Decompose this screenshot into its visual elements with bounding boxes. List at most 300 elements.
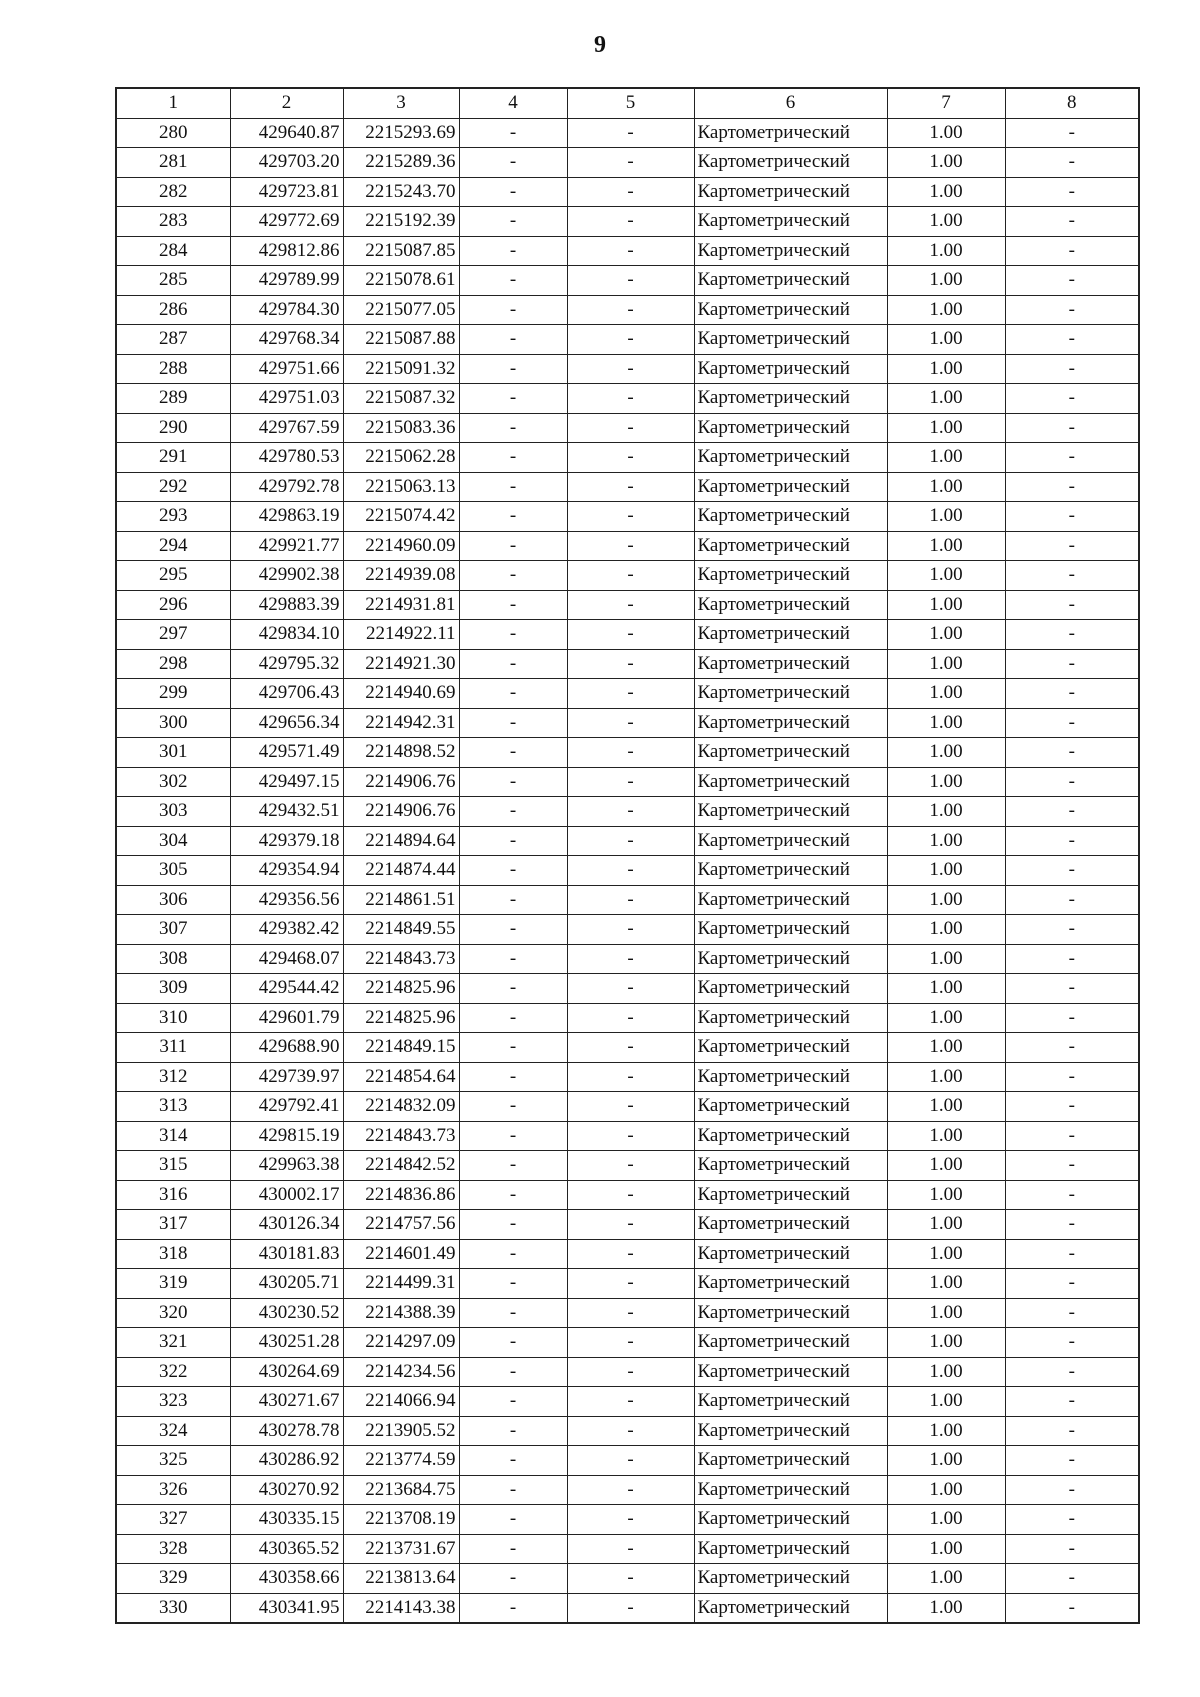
cell-col-4: - [459,915,567,945]
cell-col-5: - [567,295,694,325]
cell-coord-y: 2215087.32 [343,384,459,414]
cell-precision: 1.00 [887,1180,1005,1210]
cell-col-5: - [567,826,694,856]
cell-precision: 1.00 [887,1003,1005,1033]
cell-col-8: - [1005,974,1139,1004]
cell-coord-x: 429706.43 [230,679,343,709]
cell-coord-y: 2214849.55 [343,915,459,945]
cell-col-4: - [459,177,567,207]
cell-point-number: 295 [116,561,230,591]
cell-point-number: 291 [116,443,230,473]
cell-method: Картометрический [694,915,887,945]
cell-precision: 1.00 [887,207,1005,237]
cell-coord-x: 429354.94 [230,856,343,886]
cell-coord-y: 2214388.39 [343,1298,459,1328]
cell-point-number: 292 [116,472,230,502]
cell-col-4: - [459,974,567,1004]
cell-col-5: - [567,679,694,709]
cell-precision: 1.00 [887,148,1005,178]
cell-coord-x: 429601.79 [230,1003,343,1033]
cell-point-number: 281 [116,148,230,178]
cell-col-4: - [459,1151,567,1181]
cell-col-8: - [1005,708,1139,738]
table-row [116,1534,1139,1564]
cell-coord-y: 2214143.38 [343,1593,459,1623]
cell-coord-x: 429792.41 [230,1092,343,1122]
cell-point-number: 296 [116,590,230,620]
cell-precision: 1.00 [887,738,1005,768]
cell-coord-x: 429812.86 [230,236,343,266]
cell-col-4: - [459,1328,567,1358]
cell-col-8: - [1005,236,1139,266]
cell-col-4: - [459,944,567,974]
cell-method: Картометрический [694,1092,887,1122]
cell-coord-y: 2214499.31 [343,1269,459,1299]
cell-precision: 1.00 [887,236,1005,266]
cell-coord-x: 429795.32 [230,649,343,679]
cell-point-number: 302 [116,767,230,797]
cell-method: Картометрический [694,1210,887,1240]
cell-col-8: - [1005,413,1139,443]
cell-col-8: - [1005,826,1139,856]
table-row [116,797,1139,827]
cell-precision: 1.00 [887,649,1005,679]
cell-col-4: - [459,1121,567,1151]
cell-col-4: - [459,118,567,148]
cell-point-number: 323 [116,1387,230,1417]
table-row [116,295,1139,325]
cell-col-5: - [567,1033,694,1063]
cell-col-8: - [1005,620,1139,650]
cell-col-8: - [1005,472,1139,502]
cell-col-4: - [459,354,567,384]
cell-coord-x: 430205.71 [230,1269,343,1299]
cell-precision: 1.00 [887,1062,1005,1092]
cell-coord-x: 429571.49 [230,738,343,768]
cell-coord-y: 2214939.08 [343,561,459,591]
cell-coord-x: 429382.42 [230,915,343,945]
cell-coord-y: 2213708.19 [343,1505,459,1535]
cell-col-8: - [1005,1446,1139,1476]
cell-coord-x: 429772.69 [230,207,343,237]
cell-coord-y: 2215077.05 [343,295,459,325]
cell-coord-y: 2214832.09 [343,1092,459,1122]
cell-col-5: - [567,1180,694,1210]
cell-col-8: - [1005,1593,1139,1623]
cell-coord-x: 429703.20 [230,148,343,178]
cell-col-5: - [567,797,694,827]
cell-method: Картометрический [694,1446,887,1476]
cell-precision: 1.00 [887,1328,1005,1358]
cell-coord-y: 2213774.59 [343,1446,459,1476]
table-row [116,1180,1139,1210]
cell-method: Картометрический [694,148,887,178]
cell-col-4: - [459,797,567,827]
cell-point-number: 317 [116,1210,230,1240]
cell-col-4: - [459,325,567,355]
cell-point-number: 304 [116,826,230,856]
cell-col-5: - [567,1239,694,1269]
cell-method: Картометрический [694,354,887,384]
cell-col-8: - [1005,1534,1139,1564]
cell-method: Картометрический [694,738,887,768]
cell-precision: 1.00 [887,1534,1005,1564]
cell-col-5: - [567,1003,694,1033]
cell-col-8: - [1005,118,1139,148]
cell-col-5: - [567,472,694,502]
cell-precision: 1.00 [887,797,1005,827]
cell-coord-y: 2214931.81 [343,590,459,620]
cell-coord-y: 2213813.64 [343,1564,459,1594]
cell-coord-x: 429792.78 [230,472,343,502]
cell-precision: 1.00 [887,1033,1005,1063]
table-row [116,1033,1139,1063]
cell-precision: 1.00 [887,708,1005,738]
cell-precision: 1.00 [887,1446,1005,1476]
cell-precision: 1.00 [887,531,1005,561]
cell-method: Картометрический [694,708,887,738]
cell-precision: 1.00 [887,1593,1005,1623]
cell-col-8: - [1005,443,1139,473]
cell-coord-x: 429834.10 [230,620,343,650]
cell-col-5: - [567,974,694,1004]
cell-col-5: - [567,915,694,945]
cell-col-4: - [459,708,567,738]
cell-coord-y: 2214842.52 [343,1151,459,1181]
cell-coord-x: 429883.39 [230,590,343,620]
cell-point-number: 280 [116,118,230,148]
cell-point-number: 307 [116,915,230,945]
cell-point-number: 319 [116,1269,230,1299]
cell-method: Картометрический [694,531,887,561]
cell-col-4: - [459,1446,567,1476]
cell-col-8: - [1005,1416,1139,1446]
cell-coord-y: 2215289.36 [343,148,459,178]
cell-point-number: 298 [116,649,230,679]
cell-coord-x: 429379.18 [230,826,343,856]
cell-precision: 1.00 [887,1298,1005,1328]
cell-precision: 1.00 [887,1151,1005,1181]
cell-col-5: - [567,443,694,473]
cell-col-4: - [459,826,567,856]
cell-col-4: - [459,679,567,709]
cell-precision: 1.00 [887,1416,1005,1446]
cell-col-8: - [1005,1062,1139,1092]
cell-point-number: 299 [116,679,230,709]
cell-point-number: 320 [116,1298,230,1328]
cell-coord-x: 429432.51 [230,797,343,827]
cell-col-5: - [567,1564,694,1594]
cell-col-5: - [567,1269,694,1299]
cell-precision: 1.00 [887,384,1005,414]
table-row [116,649,1139,679]
cell-coord-y: 2213731.67 [343,1534,459,1564]
cell-col-5: - [567,236,694,266]
cell-precision: 1.00 [887,1387,1005,1417]
cell-coord-y: 2214940.69 [343,679,459,709]
cell-coord-y: 2215087.88 [343,325,459,355]
cell-col-4: - [459,472,567,502]
table-row [116,885,1139,915]
cell-col-8: - [1005,1298,1139,1328]
cell-precision: 1.00 [887,443,1005,473]
cell-method: Картометрический [694,1328,887,1358]
cell-col-5: - [567,1387,694,1417]
cell-method: Картометрический [694,1121,887,1151]
column-header-8: 8 [1005,88,1139,118]
cell-col-5: - [567,384,694,414]
cell-point-number: 293 [116,502,230,532]
cell-col-5: - [567,767,694,797]
cell-col-5: - [567,531,694,561]
cell-point-number: 313 [116,1092,230,1122]
cell-method: Картометрический [694,561,887,591]
cell-col-4: - [459,1003,567,1033]
cell-coord-y: 2214942.31 [343,708,459,738]
cell-coord-x: 430335.15 [230,1505,343,1535]
cell-coord-x: 429751.03 [230,384,343,414]
cell-coord-x: 430251.28 [230,1328,343,1358]
cell-precision: 1.00 [887,118,1005,148]
cell-precision: 1.00 [887,856,1005,886]
cell-coord-x: 430358.66 [230,1564,343,1594]
cell-point-number: 286 [116,295,230,325]
cell-coord-y: 2215087.85 [343,236,459,266]
cell-col-5: - [567,502,694,532]
cell-method: Картометрический [694,1033,887,1063]
cell-point-number: 324 [116,1416,230,1446]
table-row [116,502,1139,532]
cell-point-number: 287 [116,325,230,355]
cell-point-number: 330 [116,1593,230,1623]
cell-col-8: - [1005,649,1139,679]
cell-col-4: - [459,590,567,620]
cell-col-4: - [459,413,567,443]
cell-point-number: 329 [116,1564,230,1594]
column-header-7: 7 [887,88,1005,118]
cell-col-8: - [1005,915,1139,945]
cell-col-4: - [459,1239,567,1269]
cell-point-number: 315 [116,1151,230,1181]
cell-coord-y: 2214894.64 [343,826,459,856]
cell-coord-x: 429784.30 [230,295,343,325]
cell-col-8: - [1005,1328,1139,1358]
cell-point-number: 316 [116,1180,230,1210]
cell-col-5: - [567,207,694,237]
cell-precision: 1.00 [887,472,1005,502]
cell-col-8: - [1005,1003,1139,1033]
cell-precision: 1.00 [887,679,1005,709]
cell-coord-x: 430286.92 [230,1446,343,1476]
cell-coord-x: 430264.69 [230,1357,343,1387]
cell-precision: 1.00 [887,266,1005,296]
cell-coord-x: 429656.34 [230,708,343,738]
cell-coord-y: 2215083.36 [343,413,459,443]
cell-point-number: 310 [116,1003,230,1033]
table-row [116,1475,1139,1505]
cell-col-8: - [1005,266,1139,296]
cell-col-8: - [1005,1269,1139,1299]
table-row [116,1003,1139,1033]
table-row [116,738,1139,768]
cell-col-5: - [567,1062,694,1092]
cell-col-4: - [459,738,567,768]
cell-col-5: - [567,620,694,650]
table-row [116,708,1139,738]
cell-method: Картометрический [694,1534,887,1564]
table-row [116,856,1139,886]
cell-coord-x: 429863.19 [230,502,343,532]
page-number: 9 [594,32,606,58]
cell-col-8: - [1005,797,1139,827]
cell-point-number: 282 [116,177,230,207]
cell-method: Картометрический [694,207,887,237]
cell-col-8: - [1005,1357,1139,1387]
cell-precision: 1.00 [887,1505,1005,1535]
cell-col-4: - [459,236,567,266]
cell-coord-y: 2214898.52 [343,738,459,768]
cell-col-5: - [567,1446,694,1476]
cell-col-5: - [567,1328,694,1358]
cell-col-4: - [459,1269,567,1299]
cell-precision: 1.00 [887,413,1005,443]
table-row [116,236,1139,266]
table-row [116,620,1139,650]
cell-coord-y: 2215091.32 [343,354,459,384]
cell-coord-x: 429921.77 [230,531,343,561]
cell-point-number: 285 [116,266,230,296]
cell-coord-y: 2214849.15 [343,1033,459,1063]
cell-col-4: - [459,1593,567,1623]
table-row [116,915,1139,945]
cell-col-8: - [1005,590,1139,620]
cell-col-4: - [459,148,567,178]
table-header-row [116,88,1139,118]
cell-col-8: - [1005,384,1139,414]
cell-col-5: - [567,1092,694,1122]
cell-precision: 1.00 [887,885,1005,915]
coordinates-table [115,87,1140,1624]
cell-col-4: - [459,561,567,591]
cell-coord-x: 430365.52 [230,1534,343,1564]
cell-col-8: - [1005,767,1139,797]
cell-coord-x: 429767.59 [230,413,343,443]
cell-col-5: - [567,1593,694,1623]
cell-col-8: - [1005,1387,1139,1417]
cell-coord-y: 2214843.73 [343,944,459,974]
cell-col-5: - [567,1210,694,1240]
cell-precision: 1.00 [887,354,1005,384]
cell-method: Картометрический [694,1593,887,1623]
cell-precision: 1.00 [887,915,1005,945]
cell-coord-y: 2214066.94 [343,1387,459,1417]
cell-method: Картометрический [694,1416,887,1446]
cell-method: Картометрический [694,1239,887,1269]
table-row [116,1593,1139,1623]
column-header-6: 6 [694,88,887,118]
column-header-1: 1 [116,88,230,118]
cell-coord-y: 2215243.70 [343,177,459,207]
cell-method: Картометрический [694,826,887,856]
cell-method: Картометрический [694,1505,887,1535]
cell-coord-x: 429963.38 [230,1151,343,1181]
cell-col-4: - [459,207,567,237]
table-row [116,1269,1139,1299]
cell-coord-x: 429768.34 [230,325,343,355]
cell-col-8: - [1005,325,1139,355]
cell-coord-y: 2214757.56 [343,1210,459,1240]
cell-col-4: - [459,295,567,325]
cell-col-4: - [459,1298,567,1328]
table-row [116,177,1139,207]
table-row [116,443,1139,473]
table-row [116,266,1139,296]
table-row [116,1298,1139,1328]
table-row [116,472,1139,502]
cell-col-8: - [1005,1151,1139,1181]
cell-method: Картометрический [694,1180,887,1210]
cell-col-5: - [567,177,694,207]
cell-col-8: - [1005,1180,1139,1210]
table-row [116,1121,1139,1151]
cell-col-5: - [567,148,694,178]
cell-coord-x: 430181.83 [230,1239,343,1269]
cell-point-number: 328 [116,1534,230,1564]
table-row [116,1062,1139,1092]
cell-method: Картометрический [694,1298,887,1328]
table-row [116,1564,1139,1594]
cell-point-number: 306 [116,885,230,915]
cell-coord-x: 429739.97 [230,1062,343,1092]
cell-col-4: - [459,856,567,886]
cell-col-5: - [567,1151,694,1181]
table-row [116,1505,1139,1535]
cell-precision: 1.00 [887,502,1005,532]
cell-method: Картометрический [694,620,887,650]
cell-col-8: - [1005,1033,1139,1063]
cell-coord-y: 2214921.30 [343,649,459,679]
cell-coord-x: 429902.38 [230,561,343,591]
cell-method: Картометрический [694,472,887,502]
cell-coord-y: 2215063.13 [343,472,459,502]
cell-precision: 1.00 [887,974,1005,1004]
cell-col-8: - [1005,1092,1139,1122]
cell-point-number: 300 [116,708,230,738]
cell-point-number: 284 [116,236,230,266]
cell-col-5: - [567,1534,694,1564]
cell-method: Картометрический [694,797,887,827]
cell-coord-y: 2214854.64 [343,1062,459,1092]
cell-col-5: - [567,1505,694,1535]
cell-col-8: - [1005,738,1139,768]
cell-method: Картометрический [694,1357,887,1387]
cell-point-number: 294 [116,531,230,561]
cell-col-8: - [1005,1239,1139,1269]
cell-coord-y: 2214601.49 [343,1239,459,1269]
table-row [116,1328,1139,1358]
cell-point-number: 288 [116,354,230,384]
cell-point-number: 305 [116,856,230,886]
table-row [116,531,1139,561]
table-row [116,1210,1139,1240]
cell-col-5: - [567,738,694,768]
cell-point-number: 327 [116,1505,230,1535]
cell-col-4: - [459,1092,567,1122]
cell-coord-x: 430341.95 [230,1593,343,1623]
cell-point-number: 322 [116,1357,230,1387]
cell-method: Картометрический [694,266,887,296]
column-header-3: 3 [343,88,459,118]
